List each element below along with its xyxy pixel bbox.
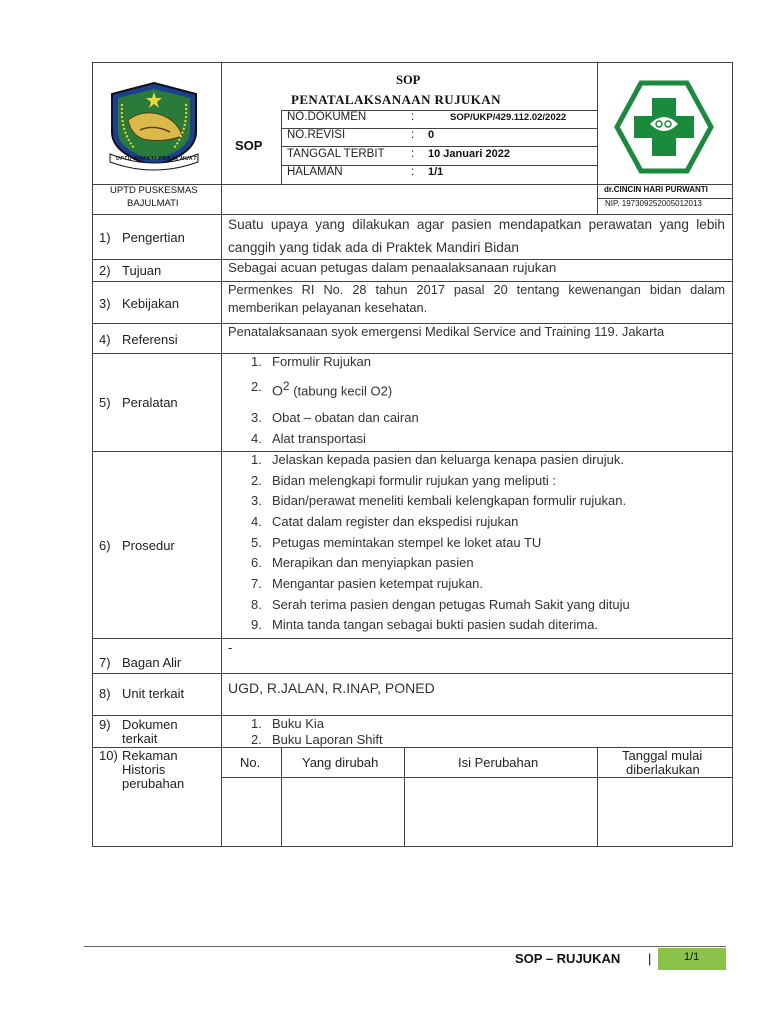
row-label-line2: terkait (122, 731, 158, 746)
row-number: 7) (99, 655, 111, 670)
row-content: Suatu upaya yang dilakukan agar pasien mendapatkan perawatan yang lebih canggih yang tidak ada di Praktek Mandiri Bidan (228, 217, 725, 255)
row-content: Permenkes RI No. 28 tahun 2017 pasal 20 tentang kewenangan bidan dalam memberikan pelayanan kesehatan. (228, 282, 725, 315)
row-content: Sebagai acuan petugas dalam penaalaksanaan rujukan (228, 260, 557, 275)
list-item: 7. Mengantar pasien ketempat rujukan. (251, 576, 484, 591)
row-number: 1) (99, 230, 111, 245)
sop-label: SOP (235, 138, 263, 153)
row-label: Bagan Alir (122, 655, 182, 670)
list-item: 4. Catat dalam register dan ekspedisi rujukan (251, 514, 519, 529)
list-item: 3. Obat – obatan dan cairan (251, 410, 419, 425)
row-number: 2) (99, 263, 111, 278)
puskesmas-logo-icon (614, 80, 714, 174)
meta-sep-no-dokumen: : (411, 111, 415, 123)
list-item: 9. Minta tanda tangan sebagai bukti pasien sudah diterima. (251, 617, 598, 632)
row-content: UGD, R.JALAN, R.INAP, PONED (228, 680, 435, 696)
meta-value-halaman: 1/1 (428, 166, 444, 178)
document-title-line2: PENATALAKSANAAN RUJUKAN (291, 92, 501, 107)
row-label: Tujuan (122, 263, 162, 278)
meta-sep-tanggal-terbit: : (411, 148, 415, 160)
row-number: 6) (99, 538, 111, 553)
footer-label: SOP – RUJUKAN (515, 951, 621, 966)
row-label: Peralatan (122, 395, 178, 410)
signer-name: dr.CINCIN HARI PURWANTI (604, 185, 708, 194)
row-label: Unit terkait (122, 686, 185, 701)
list-item: 1. Jelaskan kepada pasien dan keluarga kenapa pasien dirujuk. (251, 452, 624, 467)
meta-sep-halaman: : (411, 166, 415, 178)
document-title-line1: SOP (396, 73, 421, 87)
meta-label-halaman: HALAMAN (287, 166, 343, 178)
signer-nip: NIP. 197309252005012013 (605, 199, 702, 208)
list-item: 6. Merapikan dan menyiapkan pasien (251, 555, 474, 570)
meta-label-no-revisi: NO.REVISI (287, 129, 346, 141)
column-header-tanggal-line1: Tanggal mulai (622, 748, 703, 763)
footer-page-badge (658, 948, 726, 970)
row-label-line1: Dokumen (122, 717, 178, 732)
meta-value-tanggal-terbit: 10 Januari 2022 (428, 148, 510, 160)
list-item: 8. Serah terima pasien dengan petugas Rumah Sakit yang dituju (251, 597, 630, 612)
column-header-isi-perubahan: Isi Perubahan (458, 755, 539, 770)
column-header-yang-dirubah: Yang dirubah (302, 755, 379, 770)
row-number: 10) (99, 748, 118, 763)
row-label: Referensi (122, 332, 178, 347)
meta-label-tanggal-terbit: TANGGAL TERBIT (287, 148, 385, 160)
row-number: 5) (99, 395, 111, 410)
row-label-line3: perubahan (122, 776, 185, 791)
org-name-line1: UPTD PUSKESMAS (110, 185, 198, 196)
list-item: 3. Bidan/perawat meneliti kembali kelengkapan formulir rujukan. (251, 493, 627, 508)
row-label-line2: Historis (122, 762, 166, 777)
row-number: 9) (99, 717, 111, 732)
column-header-no: No. (240, 755, 261, 770)
list-item: 2. Buku Laporan Shift (251, 732, 383, 747)
footer-page-number: 1/1 (684, 951, 700, 963)
list-item: 2. Bidan melengkapi formulir rujukan yang meliputi : (251, 473, 556, 488)
row-number: 4) (99, 332, 111, 347)
list-item: 5. Petugas memintakan stempel ke loket atau TU (251, 535, 542, 550)
meta-value-no-revisi: 0 (428, 129, 435, 141)
list-item: 1. Buku Kia (251, 716, 325, 731)
row-label: Pengertian (122, 230, 185, 245)
seal-motto: UPTD BHAKTI PRAJA MUKTI (116, 156, 200, 162)
row-label: Kebijakan (122, 296, 180, 311)
row-number: 3) (99, 296, 111, 311)
meta-sep-no-revisi: : (411, 129, 415, 141)
meta-value-no-dokumen: SOP/UKP/429.112.02/2022 (450, 112, 567, 123)
column-header-tanggal-line2: diberlakukan (626, 762, 700, 777)
row-label: Prosedur (122, 538, 175, 553)
row-content: - (228, 640, 233, 655)
meta-label-no-dokumen: NO.DOKUMEN (287, 111, 367, 123)
footer-separator: | (648, 951, 652, 966)
list-item: 4. Alat transportasi (251, 431, 366, 446)
list-item: 1. Formulir Rujukan (251, 354, 371, 369)
row-content: Penatalaksanaan syok emergensi Medikal Service and Training 119. Jakarta (228, 324, 665, 339)
list-item: 2. $O^2$ (tabung kecil O2) (251, 379, 393, 399)
row-number: 8) (99, 686, 111, 701)
org-name-line2: BAJULMATI (127, 198, 179, 209)
row-label-line1: Rekaman (122, 748, 178, 763)
